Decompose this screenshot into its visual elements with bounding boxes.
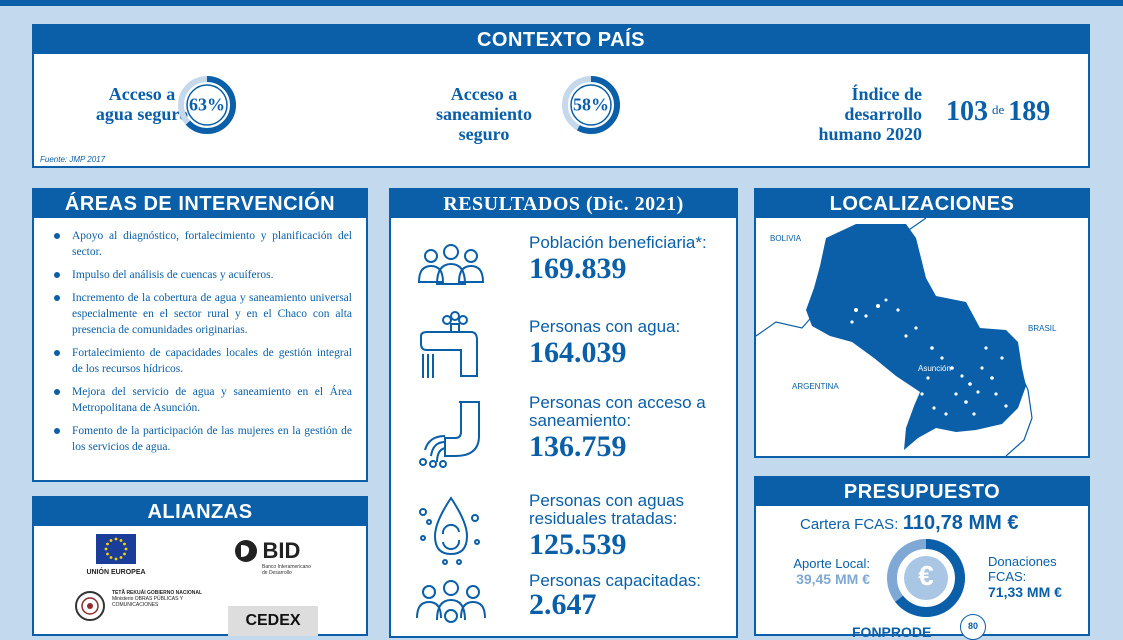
localizaciones-card: [754, 188, 1090, 458]
idh-ranking: [946, 96, 1050, 128]
alianzas-title: ALIANZAS: [34, 498, 366, 526]
eu-flag-icon: [96, 534, 136, 564]
eu-logo: [86, 534, 146, 576]
label-argentina: ARGENTINA: [792, 382, 839, 391]
presupuesto-title: PRESUPUESTO: [756, 478, 1088, 506]
resultado-label: Personas capacitadas:: [529, 571, 701, 590]
paraguay-map: [756, 218, 1088, 456]
saneamiento-donut: [560, 74, 622, 136]
alianzas-card: [32, 496, 368, 636]
label-brasil: BRASIL: [1028, 324, 1057, 333]
bid-logo-text: BID: [262, 538, 301, 563]
bid-symbol-icon: [234, 539, 258, 563]
label-asuncion: Asunción: [918, 364, 951, 373]
fonprode-value: 80: [967, 621, 978, 631]
contexto-pais-title: CONTEXTO PAÍS: [34, 26, 1088, 54]
area-item: Apoyo al diagnóstico, fortalecimiento y planificación del sector.: [52, 228, 352, 260]
resultado-value: 164.039: [529, 336, 627, 369]
fonprode-label: FONPRODE: [852, 624, 932, 640]
trained-people-icon: [415, 580, 487, 628]
presupuesto-card: [754, 476, 1090, 640]
label-bolivia: BOLIVIA: [770, 234, 802, 243]
idh-de: de: [992, 102, 1005, 117]
donaciones-value: 71,33 MM €: [988, 584, 1062, 600]
area-item: Incremento de la cobertura de agua y saneamiento universal especialmente en el sector rural y en el Chaco con alta presencia de comunidades originarias.: [52, 290, 352, 338]
cartera-label: Cartera FCAS:: [800, 516, 899, 533]
mopc-name: TETÃ REKUÁI GOBIERNO NACIONAL: [112, 590, 202, 596]
saneamiento-label: Acceso a saneamiento seguro: [436, 84, 532, 144]
cedex-logo: [228, 606, 318, 636]
resultado-label: Personas con aguas residuales tratadas:: [529, 491, 684, 528]
localizaciones-title: LOCALIZACIONES: [756, 190, 1088, 218]
aporte-local: [778, 556, 870, 587]
faucet-icon: [415, 310, 485, 382]
resultado-value: 2.647: [529, 588, 597, 621]
areas-title: ÁREAS DE INTERVENCIÓN: [34, 190, 366, 218]
bid-logo-sub: Banco Interamericano de Desarrollo: [262, 564, 311, 576]
source-note: Fuente: JMP 2017: [40, 155, 106, 164]
pipe-icon: [415, 396, 485, 468]
idh-total: 189: [1008, 96, 1051, 127]
donaciones-fcas: [988, 554, 1088, 600]
resultado-value: 125.539: [529, 528, 627, 561]
donaciones-label: Donaciones FCAS:: [988, 554, 1057, 584]
resultado-row: [391, 230, 736, 310]
cartera-value: 110,78 MM €: [902, 512, 1019, 534]
paraguay-seal-icon: [74, 590, 106, 622]
resultado-label: Personas con agua:: [529, 317, 681, 336]
cedex-logo-text: CEDEX: [245, 612, 301, 629]
euro-icon: €: [918, 560, 934, 591]
people-icon: [415, 242, 487, 290]
idh-rank: 103: [946, 96, 988, 127]
idh-label: Índice de desarrollo humano 2020: [818, 84, 922, 144]
areas-intervencion-card: [32, 188, 368, 482]
saneamiento-pct: 58%: [573, 94, 609, 115]
resultado-label: Personas con acceso a saneamiento:: [529, 393, 706, 430]
aporte-value: 39,45 MM €: [796, 571, 870, 587]
agua-pct: 63%: [189, 94, 225, 115]
area-item: Fomento de la participación de las mujeres en la gestión de los servicios de agua.: [52, 423, 352, 455]
agua-label: Acceso a agua seguro: [95, 84, 189, 124]
cartera-line: [800, 512, 1018, 535]
resultado-row: [391, 310, 736, 390]
top-bar: [0, 0, 1123, 6]
resultados-card: [389, 188, 738, 638]
area-item: Fortalecimiento de capacidades locales de gestión integral de los recursos hídricos.: [52, 345, 352, 377]
agua-donut: [176, 74, 238, 136]
aporte-label: Aporte Local:: [793, 556, 870, 571]
paraguay-shape: [806, 224, 1026, 450]
area-item: Mejora del servicio de agua y saneamiento en el Área Metropolitana de Asunción.: [52, 384, 352, 416]
eu-logo-text: UNIÓN EUROPEA: [86, 569, 146, 576]
resultado-value: 169.839: [529, 252, 627, 285]
areas-list: [34, 218, 366, 455]
resultado-row: [391, 488, 736, 578]
resultado-value: 136.759: [529, 430, 627, 463]
mopc-sub: Ministerio OBRAS PÚBLICAS Y COMUNICACIONES: [112, 596, 183, 608]
area-item: Impulso del análisis de cuencas y acuíferos.: [52, 267, 352, 283]
bid-logo: [234, 538, 324, 576]
resultado-row: [391, 571, 736, 638]
resultado-label: Población beneficiaria*:: [529, 233, 707, 252]
presupuesto-donut: [886, 538, 966, 618]
resultados-title: RESULTADOS (Dic. 2021): [391, 190, 736, 218]
water-drop-recycle-icon: [415, 492, 485, 566]
contexto-pais-card: [32, 24, 1090, 168]
mopc-logo: [74, 590, 214, 622]
fonprode-badge: [960, 614, 986, 640]
resultado-row: [391, 390, 736, 490]
